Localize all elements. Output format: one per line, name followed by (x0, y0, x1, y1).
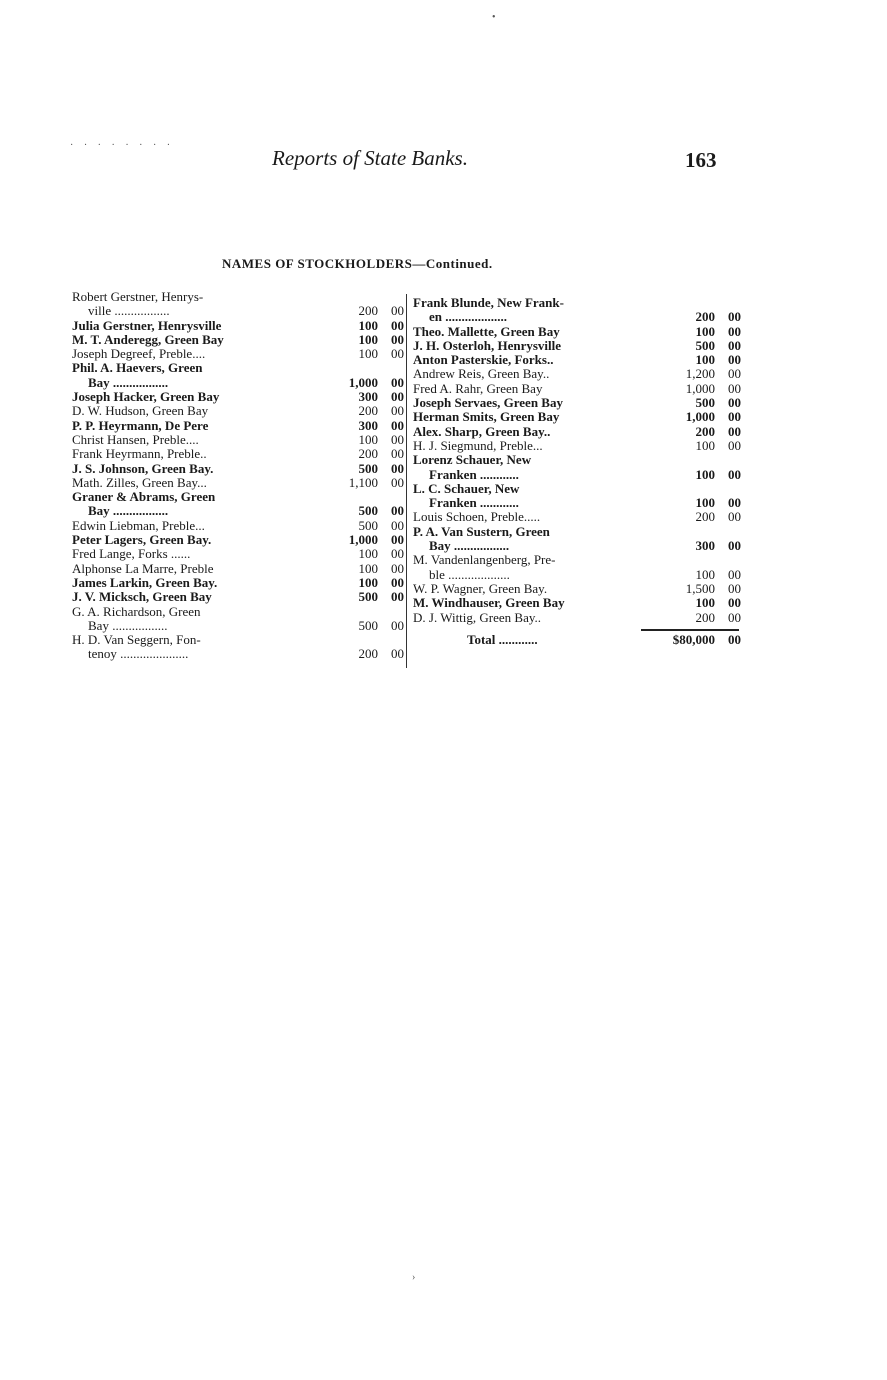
total-rule (641, 629, 739, 631)
right-rows (413, 296, 741, 625)
stockholder-row (72, 462, 404, 476)
share-cents: 00 (391, 617, 404, 633)
stockholder-name (72, 447, 314, 461)
share-dollars: 100 (358, 317, 378, 333)
stockholder-name-line: Math. Zilles, Green Bay... (72, 475, 207, 490)
stockholder-name-line: Fred A. Rahr, Green Bay (413, 381, 543, 396)
stockholder-row (413, 439, 741, 453)
share-dollars: 1,000 (348, 374, 378, 390)
share-dollars: 500 (695, 395, 715, 411)
share-dollars: 200 (695, 509, 715, 525)
stockholder-name (413, 396, 651, 410)
share-dollars: 1,000 (348, 532, 378, 548)
column-divider (406, 294, 407, 668)
stockholder-name-line: Andrew Reis, Green Bay.. (413, 367, 550, 382)
stockholder-name (413, 410, 651, 424)
share-dollars: 100 (358, 331, 378, 347)
stockholders-left-column (72, 290, 404, 662)
share-cents: 00 (391, 646, 404, 662)
stockholder-row (413, 396, 741, 410)
stockholder-name-line: Joseph Hacker, Green Bay (72, 390, 220, 405)
share-dollars: 1,000 (685, 380, 715, 396)
share-cents: 00 (391, 446, 404, 462)
stockholder-name (413, 553, 651, 582)
stockholder-name-continuation: tenoy ..................... (88, 646, 189, 662)
stockholder-name-continuation: Franken ............ (429, 466, 519, 482)
stockholder-name-line: Louis Schoen, Preble..... (413, 510, 541, 525)
stockholder-name (72, 419, 314, 433)
share-dollars: 100 (695, 466, 715, 482)
share-dollars: 200 (358, 646, 378, 662)
stockholder-row (413, 553, 741, 582)
stockholder-row (72, 419, 404, 433)
stockholder-name (413, 367, 651, 381)
stockholder-name-line: Edwin Liebman, Preble... (72, 518, 205, 533)
share-dollars: 200 (358, 446, 378, 462)
stockholder-row (72, 347, 404, 361)
total-label: Total ............ (467, 632, 538, 647)
stockholder-name-line: H. D. Van Seggern, Fon- (72, 633, 201, 648)
stockholder-row (413, 611, 741, 625)
share-dollars: 200 (695, 309, 715, 325)
stockholders-right-column (413, 296, 741, 647)
stockholder-name-line: Joseph Servaes, Green Bay (413, 396, 563, 411)
share-cents: 00 (728, 395, 741, 411)
share-cents: 00 (391, 303, 404, 319)
share-cents: 00 (728, 580, 741, 596)
stockholder-name-continuation: Bay ................. (429, 538, 510, 554)
stockholder-name (72, 462, 314, 476)
share-cents: 00 (391, 532, 404, 548)
stockholder-row (413, 425, 741, 439)
stockholder-row (413, 325, 741, 339)
share-cents: 00 (391, 503, 404, 519)
stockholder-name (413, 339, 651, 353)
share-dollars: 500 (358, 617, 378, 633)
share-cents: 00 (728, 423, 741, 439)
stockholder-name-line: Graner & Abrams, Green (72, 490, 216, 505)
stockholder-name (72, 404, 314, 418)
stockholder-name (72, 533, 314, 547)
stockholder-name (72, 433, 314, 447)
stockholder-row (72, 590, 404, 604)
stockholder-name-line: Julia Gerstner, Henrysville (72, 318, 222, 333)
share-cents: 00 (391, 560, 404, 576)
stockholder-row (72, 290, 404, 319)
stockholder-name (72, 361, 314, 390)
share-dollars: 100 (358, 431, 378, 447)
share-dollars: 300 (358, 389, 378, 405)
stockholder-name-line: Frank Blunde, New Frank- (413, 296, 564, 310)
stockholder-name-line: W. P. Wagner, Green Bay. (413, 581, 548, 596)
stockholder-name-line: J. H. Osterloh, Henrysville (413, 338, 562, 353)
stockholder-row (413, 525, 741, 554)
stockholder-name (72, 476, 314, 490)
share-dollars: 100 (695, 595, 715, 611)
stockholder-name-line: Theo. Mallette, Green Bay (413, 324, 560, 339)
stockholder-name (413, 296, 651, 325)
stockholder-name (413, 525, 651, 554)
share-cents: 00 (391, 474, 404, 490)
stockholder-name-continuation: Franken ............ (429, 495, 519, 511)
stockholder-row (72, 447, 404, 461)
share-cents: 00 (728, 337, 741, 353)
stockholder-name (72, 633, 314, 662)
page-number: 163 (685, 148, 717, 172)
stockholder-name-continuation: Bay ................. (88, 374, 169, 390)
stockholder-name (413, 353, 651, 367)
share-cents: 00 (391, 417, 404, 433)
share-cents: 00 (728, 437, 741, 453)
stockholder-name-line: D. W. Hudson, Green Bay (72, 404, 209, 419)
stockholder-name-continuation: Bay ................. (88, 503, 169, 519)
stockholder-name (413, 382, 651, 396)
share-dollars: 100 (358, 346, 378, 362)
share-cents: 00 (728, 380, 741, 396)
share-cents: 00 (391, 374, 404, 390)
stockholder-name (72, 576, 314, 590)
share-dollars: 500 (358, 460, 378, 476)
share-dollars: 300 (358, 417, 378, 433)
stockholder-name-line: M. Windhauser, Green Bay (413, 596, 565, 611)
share-dollars: 500 (695, 337, 715, 353)
stockholder-name (72, 333, 314, 347)
share-cents: 00 (391, 389, 404, 405)
stockholder-name-line: Herman Smits, Green Bay (413, 410, 560, 425)
stockholder-name-line: Lorenz Schauer, New (413, 453, 532, 468)
share-dollars: 200 (358, 403, 378, 419)
stockholder-name-line: Anton Pasterskie, Forks.. (413, 353, 554, 368)
stockholder-name-line: Phil. A. Haevers, Green (72, 361, 203, 376)
stockholder-row (72, 519, 404, 533)
running-head-title: Reports of State Banks. (272, 146, 468, 170)
stockholder-name-line: P. A. Van Sustern, Green (413, 524, 550, 539)
stockholder-name (413, 611, 651, 625)
share-dollars: 100 (695, 323, 715, 339)
stockholder-name (72, 519, 314, 533)
stockholder-row (72, 319, 404, 333)
stockholder-row (72, 476, 404, 490)
share-dollars: 1,100 (348, 474, 378, 490)
stockholder-row (72, 333, 404, 347)
stockholder-name-line: Alphonse La Marre, Preble (72, 561, 214, 576)
stockholder-name-continuation: Bay ................. (88, 617, 168, 633)
share-dollars: 100 (695, 566, 715, 582)
stockholder-name-line: J. V. Micksch, Green Bay (72, 590, 212, 605)
total-dollars: $80,000 (672, 631, 715, 647)
print-speck: • (492, 12, 496, 23)
stockholder-name (413, 425, 651, 439)
share-dollars: 500 (358, 589, 378, 605)
stockholder-row (72, 361, 404, 390)
stockholder-name (72, 562, 314, 576)
share-cents: 00 (728, 352, 741, 368)
share-cents: 00 (391, 331, 404, 347)
share-dollars: 300 (695, 538, 715, 554)
stockholder-name-line: Alex. Sharp, Green Bay.. (413, 424, 551, 439)
stockholder-name (72, 590, 314, 604)
share-cents: 00 (391, 517, 404, 533)
stockholder-name-line: J. S. Johnson, Green Bay. (72, 461, 214, 476)
stockholder-name-line: M. Vandenlangenberg, Pre- (413, 553, 556, 568)
stockholder-row (72, 605, 404, 634)
share-dollars: 200 (695, 423, 715, 439)
stockholder-name (72, 319, 314, 333)
share-dollars: 1,000 (685, 409, 715, 425)
stockholder-name-line: P. P. Heyrmann, De Pere (72, 418, 209, 433)
share-cents: 00 (391, 460, 404, 476)
share-cents: 00 (728, 538, 741, 554)
stockholder-row (413, 296, 741, 325)
stockholder-row (72, 576, 404, 590)
stockholder-row (72, 633, 404, 662)
stockholder-name (413, 582, 651, 596)
stockholder-row (72, 490, 404, 519)
share-cents: 00 (728, 495, 741, 511)
stockholder-name-continuation: ble ................... (429, 566, 510, 582)
print-speck: · · · · · · · · (70, 140, 175, 151)
share-cents: 00 (728, 595, 741, 611)
share-cents: 00 (391, 546, 404, 562)
stockholder-row (413, 367, 741, 381)
share-dollars: 100 (358, 560, 378, 576)
stockholder-name-line: Christ Hansen, Preble.... (72, 432, 199, 447)
stockholder-name-line: L. C. Schauer, New (413, 481, 520, 496)
stockholder-row (413, 453, 741, 482)
stockholder-row (72, 547, 404, 561)
stockholder-row (72, 404, 404, 418)
print-speck: › (412, 1272, 416, 1283)
stockholder-name-line: D. J. Wittig, Green Bay.. (413, 610, 542, 625)
stockholder-name-line: Fred Lange, Forks ...... (72, 547, 191, 562)
share-dollars: 500 (358, 503, 378, 519)
share-cents: 00 (728, 309, 741, 325)
share-dollars: 100 (358, 546, 378, 562)
share-dollars: 100 (695, 352, 715, 368)
stockholder-name-line: H. J. Siegmund, Preble... (413, 438, 543, 453)
share-cents: 00 (728, 609, 741, 625)
stockholder-row (413, 596, 741, 610)
share-cents: 00 (728, 566, 741, 582)
total-row (413, 633, 741, 647)
stockholder-name (413, 325, 651, 339)
share-dollars: 500 (358, 517, 378, 533)
stockholder-name-continuation: ville ................. (88, 303, 170, 319)
stockholder-row (72, 433, 404, 447)
stockholder-name (413, 482, 651, 511)
share-cents: 00 (391, 317, 404, 333)
stockholder-name-line: Robert Gerstner, Henrys- (72, 290, 204, 304)
share-dollars: 100 (695, 495, 715, 511)
share-cents: 00 (391, 403, 404, 419)
stockholder-name-line: Peter Lagers, Green Bay. (72, 533, 212, 548)
stockholder-name-line: M. T. Anderegg, Green Bay (72, 332, 224, 347)
share-dollars: 1,200 (685, 366, 715, 382)
stockholder-row (72, 390, 404, 404)
stockholder-name (72, 390, 314, 404)
stockholder-name (413, 439, 651, 453)
stockholder-name (72, 290, 314, 319)
share-cents: 00 (391, 431, 404, 447)
share-cents: 00 (728, 323, 741, 339)
stockholder-name (72, 605, 314, 634)
stockholder-name (72, 490, 314, 519)
share-cents: 00 (391, 589, 404, 605)
share-dollars: 1,500 (685, 580, 715, 596)
share-dollars: 100 (358, 574, 378, 590)
share-dollars: 200 (358, 303, 378, 319)
stockholder-row (413, 510, 741, 524)
stockholder-row (413, 339, 741, 353)
stockholder-name-line: G. A. Richardson, Green (72, 604, 201, 619)
share-dollars: 200 (695, 609, 715, 625)
stockholder-row (413, 482, 741, 511)
stockholder-name (72, 547, 314, 561)
share-cents: 00 (728, 409, 741, 425)
share-cents: 00 (728, 366, 741, 382)
share-dollars: 100 (695, 437, 715, 453)
total-cents: 00 (728, 631, 741, 647)
stockholder-name (413, 596, 651, 610)
stockholder-row (413, 382, 741, 396)
share-cents: 00 (391, 574, 404, 590)
stockholder-row (72, 533, 404, 547)
share-cents: 00 (728, 509, 741, 525)
stockholder-name (72, 347, 314, 361)
stockholder-name (413, 453, 651, 482)
stockholder-name-line: Joseph Degreef, Preble.... (72, 347, 206, 362)
share-cents: 00 (391, 346, 404, 362)
stockholder-row (72, 562, 404, 576)
stockholder-name-line: Frank Heyrmann, Preble.. (72, 447, 207, 462)
stockholder-row (413, 353, 741, 367)
stockholder-row (413, 582, 741, 596)
section-title: NAMES OF STOCKHOLDERS—Continued. (222, 256, 493, 271)
stockholder-name-line: James Larkin, Green Bay. (72, 575, 218, 590)
share-cents: 00 (728, 466, 741, 482)
stockholder-row (413, 410, 741, 424)
stockholder-name-continuation: en ................... (429, 309, 507, 325)
stockholder-name (413, 510, 651, 524)
